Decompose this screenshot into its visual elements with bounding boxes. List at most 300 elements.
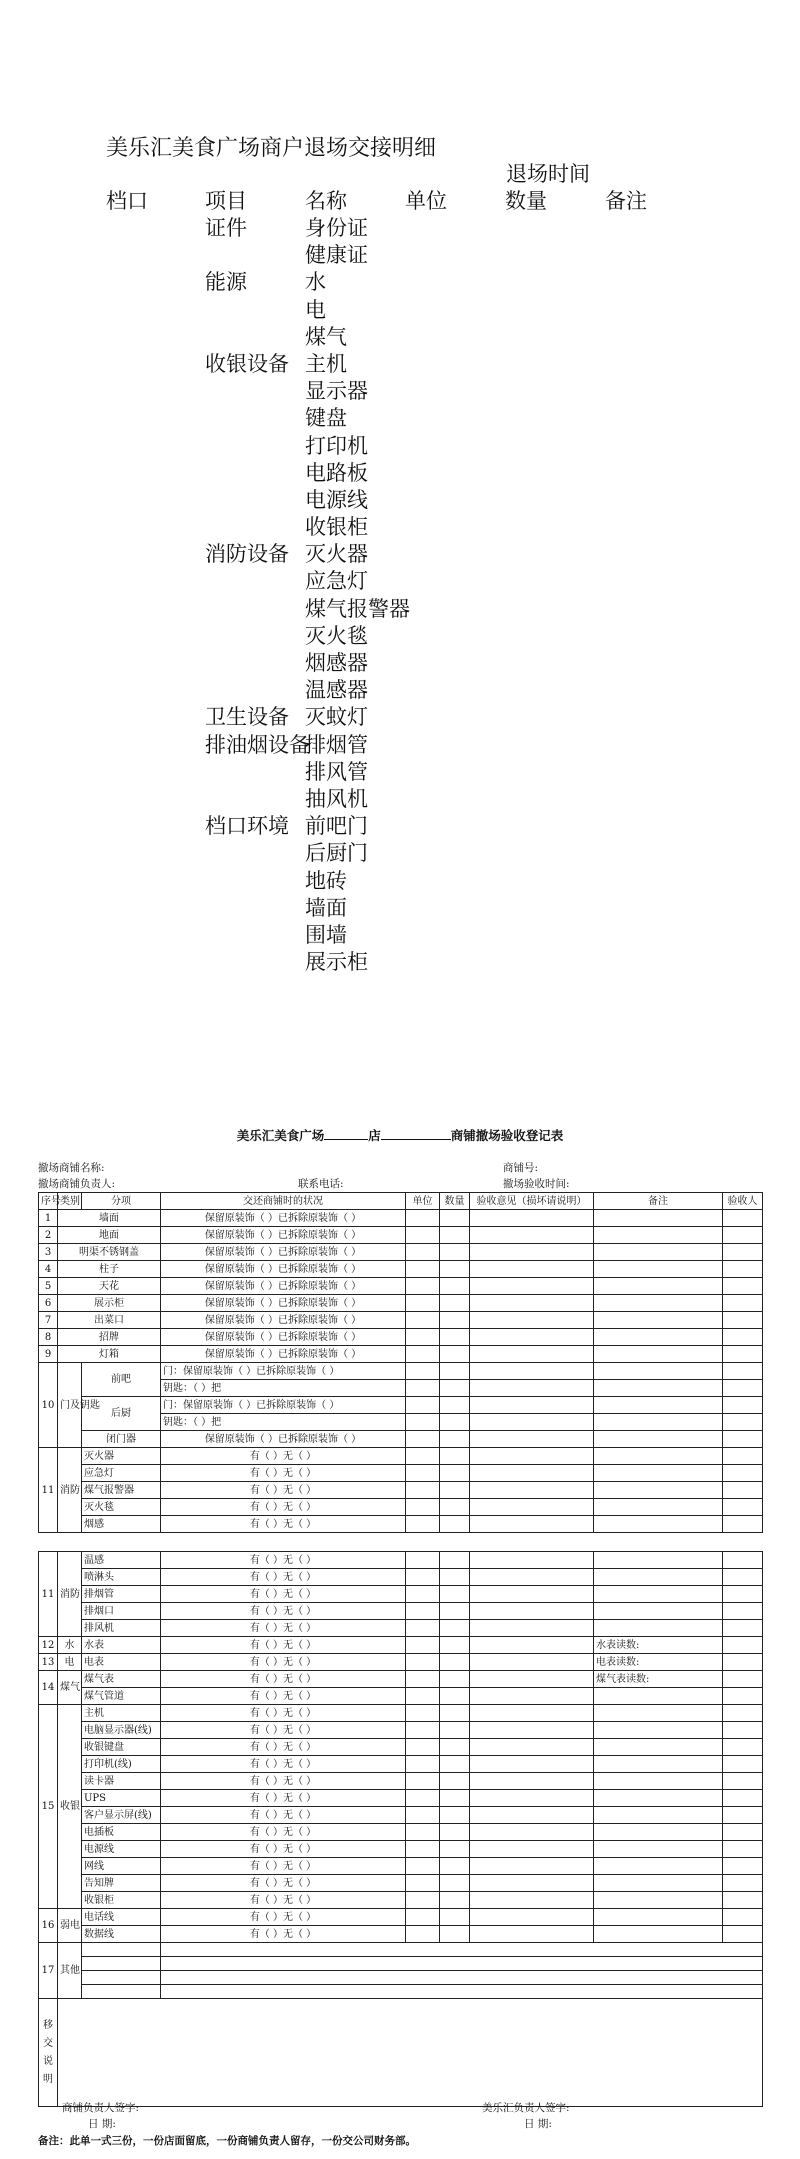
- entry-cell[interactable]: [723, 1346, 763, 1363]
- entry-cell[interactable]: [406, 1552, 440, 1569]
- entry-cell[interactable]: [470, 1926, 594, 1943]
- entry-cell[interactable]: [82, 1943, 161, 1957]
- entry-cell[interactable]: [406, 1431, 440, 1448]
- entry-cell[interactable]: [594, 1586, 723, 1603]
- entry-cell[interactable]: [723, 1448, 763, 1465]
- status-text: 门：保留原装饰（ ）已拆除原装饰（ ）: [161, 1397, 406, 1414]
- entry-cell[interactable]: [440, 1499, 470, 1516]
- entry-cell[interactable]: [406, 1499, 440, 1516]
- unit-header: 单位: [405, 189, 447, 213]
- entry-cell[interactable]: [594, 1858, 723, 1875]
- store-blank[interactable]: [324, 1128, 368, 1140]
- entry-cell[interactable]: [406, 1516, 440, 1533]
- item-name: 前吧门: [305, 814, 368, 839]
- list-item: [0, 297, 800, 324]
- item-name: 后厨: [82, 1397, 161, 1431]
- entry-cell[interactable]: [440, 1210, 470, 1227]
- shop-no-label: 商铺号:: [503, 1162, 539, 1174]
- entry-cell[interactable]: [406, 1688, 440, 1705]
- entry-cell[interactable]: [723, 1807, 763, 1824]
- entry-cell[interactable]: [470, 1739, 594, 1756]
- entry-cell[interactable]: [594, 1875, 723, 1892]
- item-category: 证件: [205, 216, 247, 240]
- category-label: 电: [58, 1654, 82, 1671]
- entry-cell[interactable]: [440, 1875, 470, 1892]
- entry-cell[interactable]: [470, 1295, 594, 1312]
- status-text: 有（ ）无（ ）: [161, 1892, 406, 1909]
- entry-cell[interactable]: [470, 1705, 594, 1722]
- row-number: 8: [39, 1329, 58, 1346]
- entry-cell[interactable]: [723, 1620, 763, 1637]
- category-label: 水: [58, 1637, 82, 1654]
- category-label: 收银: [58, 1705, 82, 1909]
- entry-cell[interactable]: [723, 1363, 763, 1380]
- entry-cell[interactable]: [440, 1312, 470, 1329]
- entry-cell[interactable]: [723, 1705, 763, 1722]
- status-text: 有（ ）无（ ）: [161, 1756, 406, 1773]
- entry-cell[interactable]: [440, 1465, 470, 1482]
- entry-cell[interactable]: [723, 1603, 763, 1620]
- entry-cell[interactable]: [406, 1482, 440, 1499]
- item-name: 读卡器: [82, 1773, 161, 1790]
- entry-cell[interactable]: [406, 1892, 440, 1909]
- entry-cell[interactable]: [723, 1397, 763, 1414]
- list-item: [0, 949, 800, 976]
- entry-cell[interactable]: [594, 1892, 723, 1909]
- entry-cell[interactable]: [470, 1414, 594, 1431]
- entry-cell[interactable]: [406, 1329, 440, 1346]
- entry-cell[interactable]: [470, 1569, 594, 1586]
- item-name: 排烟口: [82, 1603, 161, 1620]
- entry-cell[interactable]: [594, 1244, 723, 1261]
- entry-cell[interactable]: [470, 1671, 594, 1688]
- entry-cell[interactable]: [470, 1688, 594, 1705]
- entry-cell[interactable]: [723, 1756, 763, 1773]
- entry-cell[interactable]: [594, 1516, 723, 1533]
- entry-cell[interactable]: [594, 1465, 723, 1482]
- status-text: 有（ ）无（ ）: [161, 1739, 406, 1756]
- handover-notes-cell[interactable]: [58, 1999, 763, 2107]
- category-label: 其他: [58, 1943, 82, 1999]
- entry-cell[interactable]: [723, 1482, 763, 1499]
- item-name: 排烟管: [82, 1586, 161, 1603]
- entry-cell[interactable]: [440, 1739, 470, 1756]
- entry-cell[interactable]: [723, 1773, 763, 1790]
- item-name: 墙面: [58, 1210, 161, 1227]
- entry-cell[interactable]: [723, 1329, 763, 1346]
- entry-cell[interactable]: [406, 1875, 440, 1892]
- entry-cell[interactable]: [440, 1756, 470, 1773]
- entry-cell[interactable]: [406, 1210, 440, 1227]
- entry-cell[interactable]: [470, 1773, 594, 1790]
- entry-cell[interactable]: [406, 1227, 440, 1244]
- item-name: 电话线: [82, 1909, 161, 1926]
- entry-cell[interactable]: [470, 1858, 594, 1875]
- entry-cell[interactable]: [406, 1346, 440, 1363]
- entry-cell[interactable]: [723, 1858, 763, 1875]
- entry-cell[interactable]: [440, 1414, 470, 1431]
- list-item: [0, 269, 800, 296]
- entry-cell[interactable]: [594, 1397, 723, 1414]
- entry-cell[interactable]: [594, 1312, 723, 1329]
- entry-cell[interactable]: [82, 1971, 161, 1985]
- entry-cell[interactable]: [594, 1807, 723, 1824]
- entry-cell[interactable]: [723, 1722, 763, 1739]
- entry-cell[interactable]: [594, 1499, 723, 1516]
- item-name: 主机: [305, 351, 347, 376]
- entry-cell[interactable]: [82, 1985, 161, 1999]
- entry-cell[interactable]: [406, 1603, 440, 1620]
- entry-cell[interactable]: [406, 1380, 440, 1397]
- entry-cell[interactable]: [594, 1431, 723, 1448]
- entry-cell[interactable]: [406, 1312, 440, 1329]
- exit-time-header: 退场时间: [506, 162, 590, 186]
- entry-cell[interactable]: [406, 1295, 440, 1312]
- reading-note: 煤气表读数:: [594, 1671, 723, 1688]
- entry-cell[interactable]: [406, 1278, 440, 1295]
- entry-cell[interactable]: [470, 1875, 594, 1892]
- entry-cell[interactable]: [406, 1448, 440, 1465]
- list-item: [0, 759, 800, 786]
- table-row: [39, 1363, 763, 1380]
- status-text: 有（ ）无（ ）: [161, 1722, 406, 1739]
- entry-cell[interactable]: [440, 1227, 470, 1244]
- form-title-part-a: 美乐汇美食广场: [236, 1128, 325, 1143]
- entry-cell[interactable]: [406, 1244, 440, 1261]
- entry-cell[interactable]: [723, 1210, 763, 1227]
- item-name: 健康证: [305, 243, 368, 268]
- entry-cell[interactable]: [723, 1671, 763, 1688]
- entry-cell[interactable]: [594, 1909, 723, 1926]
- entry-cell[interactable]: [406, 1569, 440, 1586]
- entry-cell[interactable]: [723, 1261, 763, 1278]
- entry-cell[interactable]: [440, 1620, 470, 1637]
- entry-cell[interactable]: [594, 1210, 723, 1227]
- entry-cell[interactable]: [723, 1637, 763, 1654]
- entry-cell[interactable]: [406, 1586, 440, 1603]
- item-name: 出菜口: [58, 1312, 161, 1329]
- entry-cell[interactable]: [470, 1261, 594, 1278]
- entry-cell[interactable]: [440, 1261, 470, 1278]
- entry-cell[interactable]: [440, 1244, 470, 1261]
- entry-cell[interactable]: [440, 1773, 470, 1790]
- status-text: 有（ ）无（ ）: [161, 1807, 406, 1824]
- entry-cell[interactable]: [723, 1380, 763, 1397]
- entry-cell[interactable]: [406, 1414, 440, 1431]
- entry-cell[interactable]: [406, 1654, 440, 1671]
- entry-cell[interactable]: [440, 1603, 470, 1620]
- entry-cell[interactable]: [594, 1790, 723, 1807]
- entry-cell[interactable]: [594, 1926, 723, 1943]
- entry-cell[interactable]: [723, 1569, 763, 1586]
- entry-cell[interactable]: [470, 1586, 594, 1603]
- entry-cell[interactable]: [406, 1620, 440, 1637]
- entry-cell[interactable]: [723, 1227, 763, 1244]
- entry-cell[interactable]: [723, 1278, 763, 1295]
- item-name: 应急灯: [82, 1465, 161, 1482]
- entry-cell[interactable]: [470, 1637, 594, 1654]
- entry-cell[interactable]: [406, 1824, 440, 1841]
- entry-cell[interactable]: [723, 1824, 763, 1841]
- table-row: [39, 1193, 763, 1210]
- list-item: [0, 514, 800, 541]
- entry-cell[interactable]: [594, 1705, 723, 1722]
- entry-cell[interactable]: [440, 1858, 470, 1875]
- entry-cell[interactable]: [470, 1482, 594, 1499]
- entry-cell[interactable]: [470, 1465, 594, 1482]
- entry-cell[interactable]: [594, 1569, 723, 1586]
- list-item: [0, 813, 800, 840]
- entry-cell[interactable]: [723, 1926, 763, 1943]
- status-text: 保留原装饰（ ）已拆除原装饰（ ）: [161, 1295, 406, 1312]
- entry-cell[interactable]: [594, 1739, 723, 1756]
- entry-cell[interactable]: [470, 1312, 594, 1329]
- entry-cell[interactable]: [406, 1909, 440, 1926]
- entry-cell[interactable]: [406, 1773, 440, 1790]
- entry-cell[interactable]: [470, 1380, 594, 1397]
- list-item: [0, 487, 800, 514]
- entry-cell[interactable]: [594, 1722, 723, 1739]
- status-text: 有（ ）无（ ）: [161, 1465, 406, 1482]
- entry-cell[interactable]: [470, 1603, 594, 1620]
- entry-cell[interactable]: [470, 1841, 594, 1858]
- item-name: 灯箱: [58, 1346, 161, 1363]
- entry-cell[interactable]: [161, 1943, 763, 1957]
- entry-cell[interactable]: [440, 1295, 470, 1312]
- entry-cell[interactable]: [594, 1414, 723, 1431]
- entry-cell[interactable]: [470, 1210, 594, 1227]
- status-text: 有（ ）无（ ）: [161, 1637, 406, 1654]
- item-name: 烟感器: [305, 651, 368, 675]
- entry-cell[interactable]: [594, 1603, 723, 1620]
- entry-cell[interactable]: [406, 1671, 440, 1688]
- entry-cell[interactable]: [470, 1620, 594, 1637]
- entry-cell[interactable]: [723, 1875, 763, 1892]
- entry-cell[interactable]: [723, 1295, 763, 1312]
- entry-cell[interactable]: [723, 1841, 763, 1858]
- entry-cell[interactable]: [470, 1892, 594, 1909]
- table-row: [39, 1210, 763, 1227]
- entry-cell[interactable]: [440, 1722, 470, 1739]
- entry-cell[interactable]: [440, 1841, 470, 1858]
- item-name: 煤气报警器: [82, 1482, 161, 1499]
- status-text: 有（ ）无（ ）: [161, 1926, 406, 1943]
- entry-cell[interactable]: [440, 1482, 470, 1499]
- item-name: 烟感: [82, 1516, 161, 1533]
- shop-owner-date-label: 日 期:: [88, 2118, 116, 2130]
- category-label: 门及钥匙: [58, 1363, 82, 1448]
- table-row: [39, 1705, 763, 1722]
- entry-cell[interactable]: [470, 1244, 594, 1261]
- item-name: 展示柜: [305, 950, 368, 975]
- item-name: 电源线: [82, 1841, 161, 1858]
- entry-cell[interactable]: [723, 1414, 763, 1431]
- status-text: 有（ ）无（ ）: [161, 1448, 406, 1465]
- item-name: 显示器: [305, 379, 368, 404]
- column-header: 验收人: [723, 1193, 763, 1210]
- sheet1-title: 美乐汇美食广场商户退场交接明细: [106, 136, 437, 161]
- entry-cell[interactable]: [470, 1278, 594, 1295]
- entry-cell[interactable]: [406, 1807, 440, 1824]
- entry-cell[interactable]: [594, 1329, 723, 1346]
- entry-cell[interactable]: [470, 1346, 594, 1363]
- entry-cell[interactable]: [594, 1482, 723, 1499]
- entry-cell[interactable]: [723, 1312, 763, 1329]
- entry-cell[interactable]: [82, 1957, 161, 1971]
- entry-cell[interactable]: [470, 1329, 594, 1346]
- item-name: 煤气报警器: [305, 596, 410, 621]
- status-text: 门：保留原装饰（ ）已拆除原装饰（ ）: [161, 1363, 406, 1380]
- entry-cell[interactable]: [723, 1516, 763, 1533]
- entry-cell[interactable]: [440, 1926, 470, 1943]
- table-row: [39, 1971, 763, 1985]
- entry-cell[interactable]: [470, 1448, 594, 1465]
- mall-signature-label: 美乐汇负责人签字:: [482, 2102, 570, 2114]
- entry-cell[interactable]: [470, 1363, 594, 1380]
- entry-cell[interactable]: [594, 1295, 723, 1312]
- entry-cell[interactable]: [594, 1346, 723, 1363]
- entry-cell[interactable]: [406, 1363, 440, 1380]
- entry-cell[interactable]: [470, 1790, 594, 1807]
- entry-cell[interactable]: [440, 1586, 470, 1603]
- entry-cell[interactable]: [406, 1397, 440, 1414]
- table-row: [39, 1244, 763, 1261]
- entry-cell[interactable]: [470, 1756, 594, 1773]
- entry-cell[interactable]: [470, 1397, 594, 1414]
- entry-cell[interactable]: [723, 1586, 763, 1603]
- entry-cell[interactable]: [723, 1465, 763, 1482]
- entry-cell[interactable]: [406, 1637, 440, 1654]
- entry-cell[interactable]: [440, 1397, 470, 1414]
- table-row: [39, 1569, 763, 1586]
- item-name: 喷淋头: [82, 1569, 161, 1586]
- table-row: [39, 1654, 763, 1671]
- status-text: 有（ ）无（ ）: [161, 1552, 406, 1569]
- status-text: 有（ ）无（ ）: [161, 1499, 406, 1516]
- entry-cell[interactable]: [594, 1688, 723, 1705]
- entry-cell[interactable]: [594, 1841, 723, 1858]
- entry-cell[interactable]: [161, 1971, 763, 1985]
- item-name: 展示柜: [58, 1295, 161, 1312]
- column-header: 备注: [594, 1193, 723, 1210]
- shop-blank[interactable]: [381, 1128, 451, 1140]
- entry-cell[interactable]: [723, 1688, 763, 1705]
- entry-cell[interactable]: [406, 1756, 440, 1773]
- entry-cell[interactable]: [440, 1909, 470, 1926]
- inspection-table-1: [38, 1192, 763, 1533]
- entry-cell[interactable]: [470, 1807, 594, 1824]
- entry-cell[interactable]: [440, 1516, 470, 1533]
- entry-cell[interactable]: [440, 1380, 470, 1397]
- entry-cell[interactable]: [470, 1431, 594, 1448]
- item-name: 地面: [58, 1227, 161, 1244]
- entry-cell[interactable]: [470, 1499, 594, 1516]
- entry-cell[interactable]: [161, 1957, 763, 1971]
- item-name: UPS: [82, 1790, 161, 1807]
- entry-cell[interactable]: [723, 1909, 763, 1926]
- entry-cell[interactable]: [470, 1824, 594, 1841]
- entry-cell[interactable]: [440, 1671, 470, 1688]
- entry-cell[interactable]: [440, 1892, 470, 1909]
- entry-cell[interactable]: [406, 1790, 440, 1807]
- entry-cell[interactable]: [594, 1448, 723, 1465]
- entry-cell[interactable]: [723, 1552, 763, 1569]
- item-name: 电: [305, 297, 326, 322]
- entry-cell[interactable]: [440, 1654, 470, 1671]
- entry-cell[interactable]: [723, 1654, 763, 1671]
- entry-cell[interactable]: [440, 1688, 470, 1705]
- entry-cell[interactable]: [440, 1329, 470, 1346]
- column-header: 验收意见（损坏请说明）: [470, 1193, 594, 1210]
- entry-cell[interactable]: [594, 1380, 723, 1397]
- entry-cell[interactable]: [594, 1756, 723, 1773]
- entry-cell[interactable]: [723, 1790, 763, 1807]
- item-name: 告知牌: [82, 1875, 161, 1892]
- status-text: 有（ ）无（ ）: [161, 1671, 406, 1688]
- entry-cell[interactable]: [470, 1552, 594, 1569]
- table-row: [39, 1773, 763, 1790]
- entry-cell[interactable]: [406, 1465, 440, 1482]
- entry-cell[interactable]: [440, 1363, 470, 1380]
- entry-cell[interactable]: [470, 1909, 594, 1926]
- entry-cell[interactable]: [594, 1824, 723, 1841]
- entry-cell[interactable]: [440, 1448, 470, 1465]
- entry-cell[interactable]: [440, 1552, 470, 1569]
- entry-cell[interactable]: [594, 1552, 723, 1569]
- entry-cell[interactable]: [406, 1926, 440, 1943]
- item-name: 排风机: [82, 1620, 161, 1637]
- entry-cell[interactable]: [406, 1261, 440, 1278]
- entry-cell[interactable]: [440, 1807, 470, 1824]
- entry-cell[interactable]: [440, 1346, 470, 1363]
- entry-cell[interactable]: [440, 1569, 470, 1586]
- entry-cell[interactable]: [470, 1516, 594, 1533]
- entry-cell[interactable]: [406, 1739, 440, 1756]
- entry-cell[interactable]: [406, 1841, 440, 1858]
- entry-cell[interactable]: [594, 1363, 723, 1380]
- entry-cell[interactable]: [594, 1620, 723, 1637]
- entry-cell[interactable]: [440, 1431, 470, 1448]
- entry-cell[interactable]: [723, 1431, 763, 1448]
- entry-cell[interactable]: [440, 1705, 470, 1722]
- entry-cell[interactable]: [406, 1722, 440, 1739]
- table-row: [39, 1807, 763, 1824]
- entry-cell[interactable]: [723, 1892, 763, 1909]
- entry-cell[interactable]: [470, 1722, 594, 1739]
- table-row: [39, 1603, 763, 1620]
- entry-cell[interactable]: [440, 1824, 470, 1841]
- entry-cell[interactable]: [470, 1654, 594, 1671]
- entry-cell[interactable]: [470, 1227, 594, 1244]
- entry-cell[interactable]: [723, 1244, 763, 1261]
- item-name: 打印机(线): [82, 1756, 161, 1773]
- entry-cell[interactable]: [594, 1773, 723, 1790]
- entry-cell[interactable]: [594, 1278, 723, 1295]
- entry-cell[interactable]: [594, 1261, 723, 1278]
- status-text: 有（ ）无（ ）: [161, 1603, 406, 1620]
- entry-cell[interactable]: [161, 1985, 763, 1999]
- entry-cell[interactable]: [406, 1858, 440, 1875]
- entry-cell[interactable]: [406, 1705, 440, 1722]
- item-name: 电脑显示器(线): [82, 1722, 161, 1739]
- entry-cell[interactable]: [440, 1278, 470, 1295]
- table-row: [39, 1926, 763, 1943]
- entry-cell[interactable]: [594, 1227, 723, 1244]
- entry-cell[interactable]: [723, 1499, 763, 1516]
- entry-cell[interactable]: [723, 1739, 763, 1756]
- entry-cell[interactable]: [440, 1637, 470, 1654]
- entry-cell[interactable]: [440, 1790, 470, 1807]
